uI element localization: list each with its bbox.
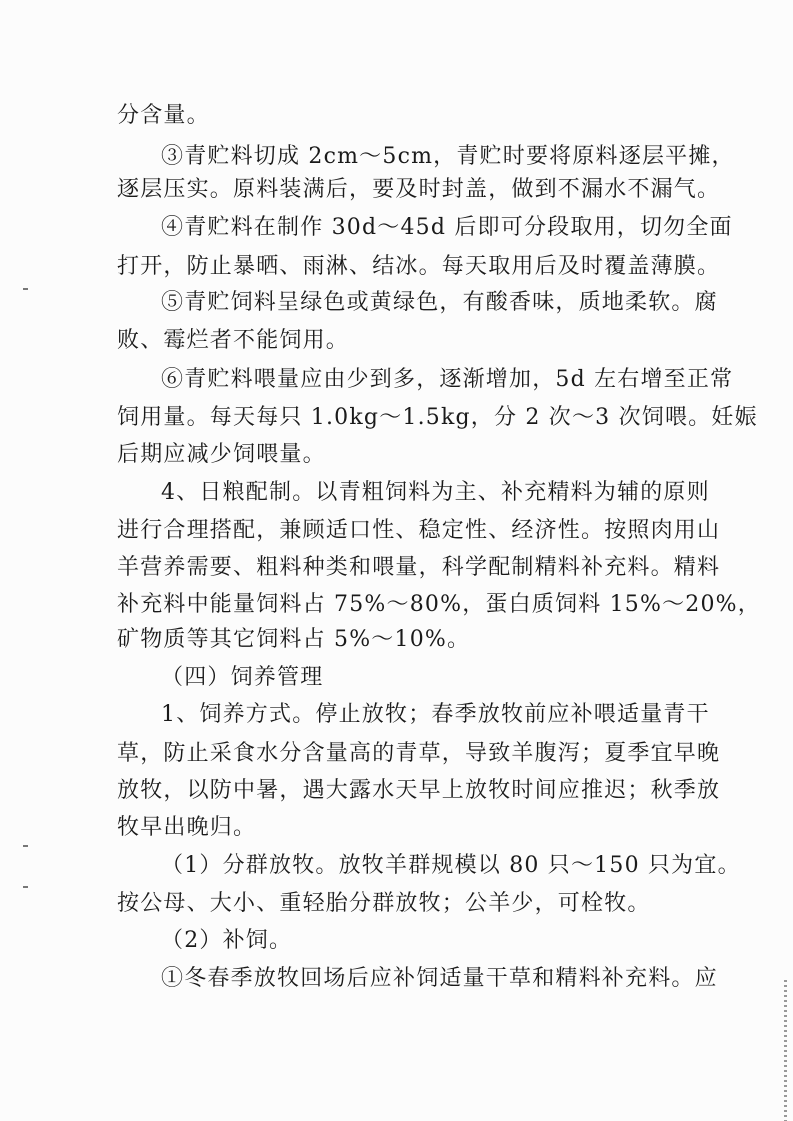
scan-margin-mark: [23, 845, 28, 847]
text-line: ③青贮料切成 2cm～5cm，青贮时要将原料逐层平摊，: [161, 144, 735, 169]
text-line: 饲用量。每天每只 1.0kg～1.5kg，分 2 次～3 次饲喂。妊娠: [117, 405, 758, 430]
section-heading: （四）饲养管理: [161, 665, 324, 690]
text-line: 牧早出晚归。: [117, 815, 257, 840]
text-line: 1、饲养方式。停止放牧；春季放牧前应补喂适量青干: [161, 702, 710, 727]
text-line: 逐层压实。原料装满后，要及时封盖，做到不漏水不漏气。: [117, 177, 721, 202]
text-line: 羊营养需要、粗料种类和喂量，科学配制精料补充料。精料: [117, 555, 721, 580]
scan-margin-mark: [23, 288, 28, 290]
text-line: 后期应减少饲喂量。: [117, 442, 326, 467]
text-line: ⑤青贮饲料呈绿色或黄绿色，有酸香味，质地柔软。腐: [161, 290, 718, 315]
text-line: 进行合理搭配，兼顾适口性、稳定性、经济性。按照肉用山: [117, 518, 721, 543]
text-line: 按公母、大小、重轻胎分群放牧；公羊少，可栓牧。: [117, 891, 651, 916]
text-line: ①冬春季放牧回场后应补饲适量干草和精料补充料。应: [161, 966, 718, 991]
text-line: 打开，防止暴晒、雨淋、结冰。每天取用后及时覆盖薄膜。: [117, 254, 721, 279]
text-line: 4、日粮配制。以青粗饲料为主、补充精料为辅的原则: [161, 480, 710, 505]
text-line: ⑥青贮料喂量应由少到多，逐渐增加，5d 左右增至正常: [161, 367, 734, 392]
text-line: 败、霉烂者不能饲用。: [117, 328, 350, 353]
text-line: 补充料中能量饲料占 75%～80%，蛋白质饲料 15%～20%，: [117, 592, 761, 617]
scan-margin-mark: [23, 886, 28, 888]
text-line: ④青贮料在制作 30d～45d 后即可分段取用，切勿全面: [161, 215, 733, 240]
text-line: （1）分群放牧。放牧羊群规模以 80 只～150 只为宜。: [161, 853, 741, 878]
text-line: 分含量。: [117, 103, 210, 128]
text-line: 矿物质等其它饲料占 5%～10%。: [117, 627, 471, 652]
text-line: 放牧，以防中暑，遇大露水天早上放牧时间应推迟；秋季放: [117, 778, 721, 803]
text-line: 草，防止采食水分含量高的青草，导致羊腹泻；夏季宜早晚: [117, 741, 721, 766]
text-line: （2）补饲。: [161, 928, 293, 953]
scan-edge-artifact: [784, 980, 787, 1121]
